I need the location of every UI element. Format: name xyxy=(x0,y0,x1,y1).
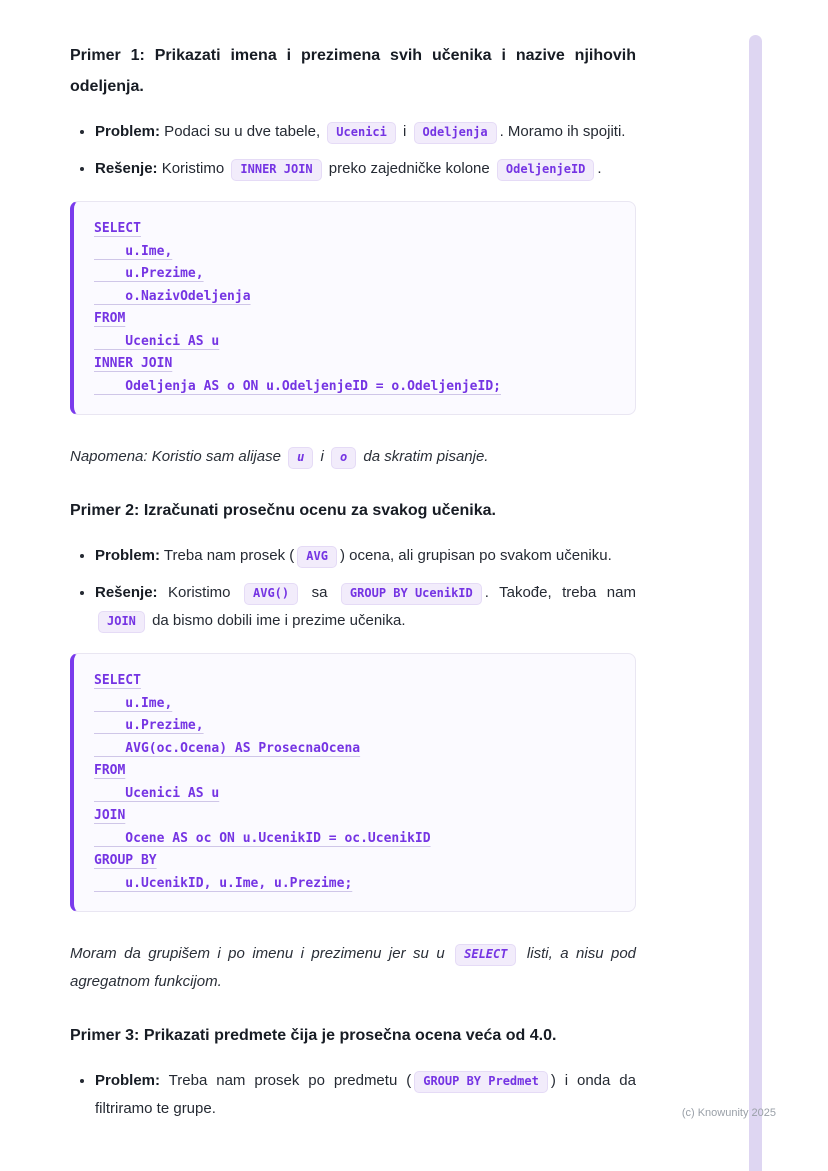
bullet-list xyxy=(70,542,636,635)
section-heading xyxy=(70,495,636,526)
bold-text: Rešenje: xyxy=(95,160,158,177)
code-text: u.Prezime, xyxy=(94,266,204,281)
bold-text: Problem: xyxy=(95,123,161,140)
text-run: Primer 1: Prikazati imena i prezimena svih učenika i nazive njihovih odeljenja. xyxy=(70,47,636,95)
sql-code-block xyxy=(70,653,636,912)
inline-code: u xyxy=(288,447,313,469)
code-line xyxy=(94,782,615,805)
code-line xyxy=(94,759,615,782)
text-run: i xyxy=(316,448,329,465)
code-text: FROM xyxy=(94,311,126,326)
code-text: GROUP BY xyxy=(94,853,157,868)
watermark: (c) Knowunity 2025 xyxy=(681,1107,776,1119)
text-run: Moram da grupišem i po imenu i prezimenu jer su u xyxy=(70,945,453,962)
bullet-list xyxy=(70,1067,636,1123)
text-run: ) ocena, ali grupisan po svakom učeniku. xyxy=(339,547,612,564)
text-run: . Takođe, treba nam xyxy=(484,584,636,601)
code-text: o.NazivOdeljenja xyxy=(94,288,251,304)
code-line xyxy=(94,307,615,330)
document-content xyxy=(70,40,636,1141)
inline-code: Odeljenja xyxy=(414,122,497,144)
code-text: INNER JOIN xyxy=(94,356,173,371)
text-run: Podaci su u dve tabele, xyxy=(160,123,325,140)
inline-code: AVG xyxy=(297,546,337,568)
text-run: preko zajedničke kolone xyxy=(324,160,494,177)
code-line xyxy=(94,217,615,240)
code-line xyxy=(94,330,615,353)
text-run: i xyxy=(398,123,411,140)
text-run: ) i onda da filtriramo te grupe. xyxy=(95,1072,636,1117)
code-line xyxy=(94,714,615,737)
code-text: u.Ime, xyxy=(94,243,173,259)
section-heading xyxy=(70,40,636,102)
sql-code-block xyxy=(70,201,636,415)
code-line xyxy=(94,849,615,872)
inline-code: GROUP BY UcenikID xyxy=(341,583,482,605)
list-item xyxy=(95,118,636,146)
code-text: u.UcenikID, u.Ime, u.Prezime; xyxy=(94,875,353,891)
code-line xyxy=(94,737,615,760)
code-text: Ucenici AS u xyxy=(94,333,220,349)
inline-code: OdeljenjeID xyxy=(497,159,594,181)
code-line xyxy=(94,352,615,375)
inline-code: INNER JOIN xyxy=(231,159,321,181)
scrollbar[interactable] xyxy=(749,35,762,1171)
inline-code: JOIN xyxy=(98,611,145,633)
code-line xyxy=(94,262,615,285)
code-text: u.Prezime, xyxy=(94,718,204,733)
list-item xyxy=(95,579,636,635)
code-line xyxy=(94,285,615,308)
bold-text: Problem: xyxy=(95,1072,161,1089)
code-text: FROM xyxy=(94,763,126,778)
code-text: JOIN xyxy=(94,808,126,823)
text-run: da skratim pisanje. xyxy=(359,448,489,465)
note-paragraph xyxy=(70,443,636,471)
text-run: Treba nam prosek po predmetu ( xyxy=(160,1072,412,1089)
inline-code: Ucenici xyxy=(327,122,396,144)
list-item xyxy=(95,542,636,570)
inline-code: AVG() xyxy=(244,583,298,605)
bold-text: Rešenje: xyxy=(95,584,158,601)
text-run: Primer 3: Prikazati predmete čija je prosečna ocena veća od 4.0. xyxy=(70,1027,557,1044)
text-run: Koristimo xyxy=(157,584,241,601)
code-text: Ocene AS oc ON u.UcenikID = oc.UcenikID xyxy=(94,830,431,846)
text-run: . xyxy=(597,160,602,177)
text-run: Treba nam prosek ( xyxy=(160,547,295,564)
bold-text: Problem: xyxy=(95,547,161,564)
text-run: Napomena: Koristio sam alijase xyxy=(70,448,286,465)
code-text: u.Ime, xyxy=(94,695,173,711)
text-run: Primer 2: Izračunati prosečnu ocenu za svakog učenika. xyxy=(70,502,496,519)
inline-code: o xyxy=(331,447,356,469)
list-item xyxy=(95,155,636,183)
code-line xyxy=(94,375,615,398)
code-text: Odeljenja AS o ON u.OdeljenjeID = o.OdeljenjeID; xyxy=(94,378,501,394)
code-line xyxy=(94,827,615,850)
code-text: AVG(oc.Ocena) AS ProsecnaOcena xyxy=(94,740,361,756)
code-text: Ucenici AS u xyxy=(94,785,220,801)
code-line xyxy=(94,804,615,827)
text-run: da bismo dobili ime i prezime učenika. xyxy=(147,612,406,629)
text-run: . Moramo ih spojiti. xyxy=(499,123,626,140)
code-text: SELECT xyxy=(94,673,141,688)
text-run: sa xyxy=(301,584,338,601)
inline-code: SELECT xyxy=(455,944,516,966)
list-item xyxy=(95,1067,636,1123)
text-run: listi, a nisu pod agregatnom funkcijom. xyxy=(70,945,637,990)
text-run: Koristimo xyxy=(157,160,229,177)
bullet-list xyxy=(70,118,636,183)
code-line xyxy=(94,692,615,715)
code-line xyxy=(94,872,615,895)
inline-code: GROUP BY Predmet xyxy=(414,1071,548,1093)
code-line xyxy=(94,240,615,263)
section-heading xyxy=(70,1020,636,1051)
code-text: SELECT xyxy=(94,221,141,236)
code-line xyxy=(94,669,615,692)
note-paragraph xyxy=(70,940,636,996)
